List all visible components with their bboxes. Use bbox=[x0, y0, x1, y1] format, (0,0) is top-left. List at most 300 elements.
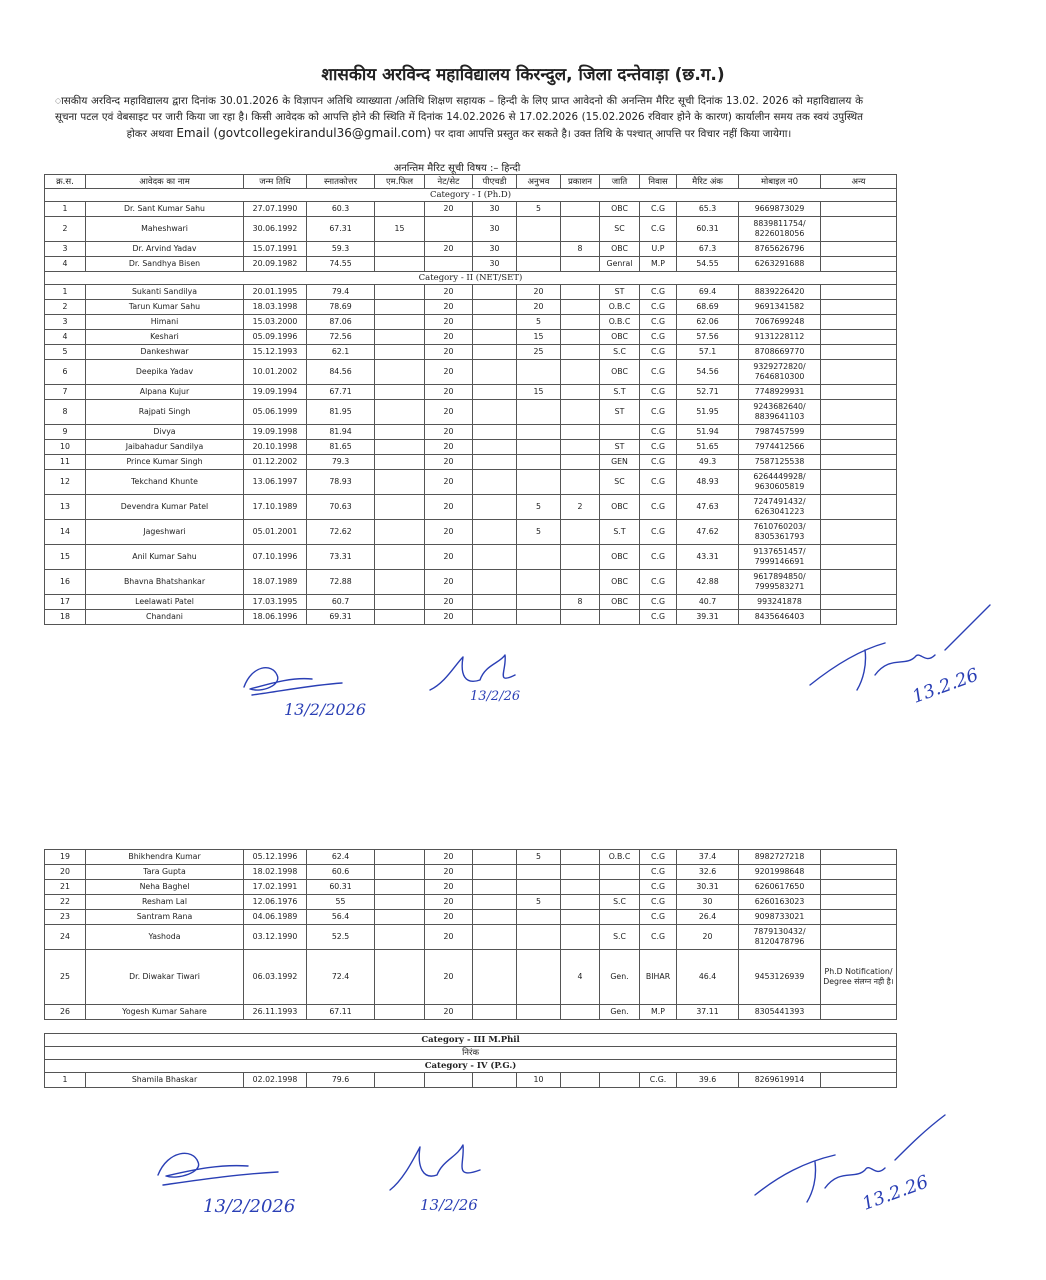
table-cell: 32.6 bbox=[677, 865, 739, 880]
table-cell bbox=[473, 315, 517, 330]
table-cell bbox=[375, 470, 425, 495]
table-cell: 74.55 bbox=[307, 257, 375, 272]
table-cell bbox=[375, 895, 425, 910]
table-cell: 72.62 bbox=[307, 520, 375, 545]
table-cell bbox=[517, 455, 561, 470]
table-cell: 67.71 bbox=[307, 385, 375, 400]
table-cell: Ph.D Notification/ Degree संलग्न नही है। bbox=[821, 950, 897, 1005]
table-cell bbox=[375, 865, 425, 880]
table-cell bbox=[375, 950, 425, 1005]
table-cell: C.G bbox=[640, 425, 677, 440]
signature-3 bbox=[805, 595, 1020, 715]
table-cell bbox=[821, 385, 897, 400]
table-cell bbox=[375, 925, 425, 950]
table-cell: 26.11.1993 bbox=[244, 1005, 307, 1020]
table-cell bbox=[821, 495, 897, 520]
table-cell bbox=[561, 257, 600, 272]
table-cell: C.G bbox=[640, 400, 677, 425]
table-cell bbox=[375, 315, 425, 330]
table-cell: 04.06.1989 bbox=[244, 910, 307, 925]
notice-text-1: ासकीय अरविन्द महाविद्यालय द्वारा दिनांक 30.01.2026 के विज्ञापन अतिथि व्याख्याता /अतिथि शिक्षण सहायक – हिन्दी के लिए प्राप्त आवेदनो की अनन्तिम मैरिट सूची दिनांक 13.02. 2026 को महाविद्यालय के सूचना पटल एवं वेबसाइट पर जारी किया जा रहा है। किसी आवेदक को आपत्ति होने की स्थिति में दिनांक 14.02.2026 से 17.02.2026 (15.02.2026 रविवार होने के कारण) कार्यालीन समय तक स्वयं उपुस्थित होकर अथवा bbox=[55, 95, 863, 140]
table-cell: 69.31 bbox=[307, 610, 375, 625]
table-cell: 3 bbox=[45, 315, 86, 330]
table-cell: 8 bbox=[45, 400, 86, 425]
table-row bbox=[45, 545, 897, 570]
col-header: मैरिट अंक bbox=[677, 175, 739, 189]
table-cell: OBC bbox=[600, 595, 640, 610]
table-cell: Tekchand Khunte bbox=[86, 470, 244, 495]
table-cell bbox=[517, 242, 561, 257]
category-heading-row bbox=[45, 272, 897, 285]
signature-date: 13.2.26 bbox=[859, 1171, 932, 1215]
table-cell: Genral bbox=[600, 257, 640, 272]
table-cell: 54.55 bbox=[677, 257, 739, 272]
table-cell bbox=[821, 400, 897, 425]
table-cell bbox=[821, 440, 897, 455]
table-cell: Gen. bbox=[600, 1005, 640, 1020]
table-cell bbox=[821, 360, 897, 385]
table-cell: Divya bbox=[86, 425, 244, 440]
table-cell: 30 bbox=[473, 217, 517, 242]
table-cell: Devendra Kumar Patel bbox=[86, 495, 244, 520]
table-cell: Bhikhendra Kumar bbox=[86, 850, 244, 865]
table-cell: 51.65 bbox=[677, 440, 739, 455]
table-cell: 6260617650 bbox=[739, 880, 821, 895]
table-row bbox=[45, 595, 897, 610]
table-cell bbox=[375, 1073, 425, 1088]
table-cell: 20 bbox=[425, 360, 473, 385]
table-row bbox=[45, 1073, 897, 1088]
table-cell bbox=[561, 570, 600, 595]
table-cell: 15 bbox=[517, 385, 561, 400]
table-cell bbox=[821, 880, 897, 895]
table-cell: 72.4 bbox=[307, 950, 375, 1005]
table-cell: 51.95 bbox=[677, 400, 739, 425]
table-cell: C.G bbox=[640, 595, 677, 610]
table-row bbox=[45, 950, 897, 1005]
table-cell bbox=[821, 455, 897, 470]
table-row bbox=[45, 910, 897, 925]
table-cell: OBC bbox=[600, 545, 640, 570]
table-cell: 1 bbox=[45, 202, 86, 217]
table-cell bbox=[375, 385, 425, 400]
table-cell: 20 bbox=[425, 285, 473, 300]
college-title: शासकीय अरविन्द महाविद्यालय किरन्दुल, जिला दन्तेवाड़ा (छ.ग.) bbox=[321, 65, 725, 85]
merit-table-page1 bbox=[44, 174, 897, 625]
table-cell: Gen. bbox=[600, 950, 640, 1005]
table-cell bbox=[473, 545, 517, 570]
table-cell bbox=[517, 595, 561, 610]
table-cell: C.G bbox=[640, 300, 677, 315]
table-cell: 49.3 bbox=[677, 455, 739, 470]
table-cell bbox=[821, 242, 897, 257]
table-cell bbox=[375, 880, 425, 895]
table-cell: 20 bbox=[425, 470, 473, 495]
col-header: क्र.स. bbox=[45, 175, 86, 189]
table-cell: 01.12.2002 bbox=[244, 455, 307, 470]
col-header: आवेदक का नाम bbox=[86, 175, 244, 189]
table-cell: 7974412566 bbox=[739, 440, 821, 455]
table-cell: 2 bbox=[45, 217, 86, 242]
table-cell bbox=[821, 910, 897, 925]
table-cell: 12.06.1976 bbox=[244, 895, 307, 910]
table-cell bbox=[375, 285, 425, 300]
table-cell bbox=[473, 455, 517, 470]
table-cell: 20 bbox=[425, 440, 473, 455]
table-cell bbox=[821, 330, 897, 345]
header-row bbox=[45, 175, 897, 189]
table-cell: C.G. bbox=[640, 1073, 677, 1088]
table-cell bbox=[375, 610, 425, 625]
table-cell: 7610760203/ 8305361793 bbox=[739, 520, 821, 545]
table-cell: 20 bbox=[517, 285, 561, 300]
table-cell bbox=[473, 1005, 517, 1020]
table-cell: 02.02.1998 bbox=[244, 1073, 307, 1088]
table-cell: 4 bbox=[45, 257, 86, 272]
table-cell: 8 bbox=[561, 242, 600, 257]
table-cell bbox=[375, 850, 425, 865]
table-row bbox=[45, 880, 897, 895]
table-cell: 05.01.2001 bbox=[244, 520, 307, 545]
table-cell: Neha Baghel bbox=[86, 880, 244, 895]
table-cell bbox=[473, 330, 517, 345]
table-cell: 69.4 bbox=[677, 285, 739, 300]
table-cell bbox=[821, 545, 897, 570]
table-cell: 19.09.1994 bbox=[244, 385, 307, 400]
table-cell: M.P bbox=[640, 257, 677, 272]
table-cell: 23 bbox=[45, 910, 86, 925]
table-cell: 20 bbox=[45, 865, 86, 880]
table-cell: 67.11 bbox=[307, 1005, 375, 1020]
table-cell: 8765626796 bbox=[739, 242, 821, 257]
table-cell bbox=[561, 425, 600, 440]
table-cell: 20.10.1998 bbox=[244, 440, 307, 455]
table-cell bbox=[561, 925, 600, 950]
table-cell: 05.06.1999 bbox=[244, 400, 307, 425]
category-heading: निरंक bbox=[45, 1047, 897, 1060]
table-cell bbox=[517, 257, 561, 272]
table-cell: Yogesh Kumar Sahare bbox=[86, 1005, 244, 1020]
table-cell bbox=[375, 440, 425, 455]
table-cell: 65.3 bbox=[677, 202, 739, 217]
table-cell bbox=[375, 257, 425, 272]
table-cell: 47.63 bbox=[677, 495, 739, 520]
table-cell: 51.94 bbox=[677, 425, 739, 440]
table-cell: 05.09.1996 bbox=[244, 330, 307, 345]
table-cell bbox=[561, 330, 600, 345]
signature-date: 13/2/26 bbox=[470, 689, 521, 704]
table-cell: 60.6 bbox=[307, 865, 375, 880]
table-cell: 4 bbox=[561, 950, 600, 1005]
table-cell: C.G bbox=[640, 610, 677, 625]
table-cell: S.C bbox=[600, 895, 640, 910]
list-subtitle: अनन्तिम मैरिट सूची विषय :– हिन्दी bbox=[393, 163, 521, 174]
table-cell: 9137651457/ 7999146691 bbox=[739, 545, 821, 570]
table-cell bbox=[473, 865, 517, 880]
table-cell: Jaibahadur Sandilya bbox=[86, 440, 244, 455]
table-cell: 22 bbox=[45, 895, 86, 910]
notice-email: Email (govtcollegekirandul36@gmail.com) bbox=[176, 126, 432, 140]
table-cell: 20 bbox=[425, 455, 473, 470]
col-header: जन्म तिथि bbox=[244, 175, 307, 189]
col-header: पीएचडी bbox=[473, 175, 517, 189]
table-cell: 39.6 bbox=[677, 1073, 739, 1088]
table-cell bbox=[561, 880, 600, 895]
table-cell: C.G bbox=[640, 520, 677, 545]
table-cell bbox=[425, 257, 473, 272]
table-cell: 8708669770 bbox=[739, 345, 821, 360]
table-cell: 2 bbox=[561, 495, 600, 520]
table-cell bbox=[517, 360, 561, 385]
table-cell: 20 bbox=[425, 610, 473, 625]
table-cell: 30 bbox=[677, 895, 739, 910]
table-cell: Dankeshwar bbox=[86, 345, 244, 360]
table-cell bbox=[425, 1073, 473, 1088]
table-cell: 9669873029 bbox=[739, 202, 821, 217]
table-cell bbox=[561, 470, 600, 495]
table-cell: 17 bbox=[45, 595, 86, 610]
table-cell: 6264449928/ 9630605819 bbox=[739, 470, 821, 495]
table-cell: 67.3 bbox=[677, 242, 739, 257]
table-cell: OBC bbox=[600, 360, 640, 385]
table-cell bbox=[425, 217, 473, 242]
table-cell: 20 bbox=[425, 202, 473, 217]
table-cell: 7067699248 bbox=[739, 315, 821, 330]
table-cell bbox=[473, 850, 517, 865]
table-cell bbox=[561, 285, 600, 300]
table-cell bbox=[375, 1005, 425, 1020]
table-cell bbox=[375, 300, 425, 315]
table-cell: Santram Rana bbox=[86, 910, 244, 925]
table-cell bbox=[517, 610, 561, 625]
table-row bbox=[45, 345, 897, 360]
table-cell bbox=[517, 1005, 561, 1020]
table-cell bbox=[375, 242, 425, 257]
table-cell: 20 bbox=[425, 242, 473, 257]
table-cell: 30 bbox=[473, 202, 517, 217]
table-cell: 20 bbox=[425, 850, 473, 865]
table-cell: 37.11 bbox=[677, 1005, 739, 1020]
table-cell: 3 bbox=[45, 242, 86, 257]
col-header: स्नातकोत्तर bbox=[307, 175, 375, 189]
table-row bbox=[45, 850, 897, 865]
table-cell: 20 bbox=[425, 925, 473, 950]
table-cell bbox=[600, 880, 640, 895]
table-cell: 62.06 bbox=[677, 315, 739, 330]
table-cell bbox=[375, 345, 425, 360]
table-row bbox=[45, 330, 897, 345]
table-cell bbox=[375, 360, 425, 385]
table-cell bbox=[375, 455, 425, 470]
table-cell: O.B.C bbox=[600, 315, 640, 330]
table-cell: 55 bbox=[307, 895, 375, 910]
table-row bbox=[45, 895, 897, 910]
category-heading-row bbox=[45, 189, 897, 202]
table-cell: 62.4 bbox=[307, 850, 375, 865]
table-cell: Rajpati Singh bbox=[86, 400, 244, 425]
table-cell: 30.06.1992 bbox=[244, 217, 307, 242]
table-cell: C.G bbox=[640, 545, 677, 570]
table-row bbox=[45, 315, 897, 330]
table-cell: 9453126939 bbox=[739, 950, 821, 1005]
table-cell bbox=[821, 425, 897, 440]
table-cell: Yashoda bbox=[86, 925, 244, 950]
table-cell: 5 bbox=[517, 850, 561, 865]
table-row bbox=[45, 257, 897, 272]
signature-6 bbox=[750, 1100, 970, 1220]
table-cell bbox=[473, 495, 517, 520]
table-cell bbox=[473, 895, 517, 910]
table-cell: 07.10.1996 bbox=[244, 545, 307, 570]
table-cell: 20 bbox=[425, 595, 473, 610]
col-header: एम.फिल bbox=[375, 175, 425, 189]
table-cell bbox=[375, 520, 425, 545]
table-cell: 5 bbox=[45, 345, 86, 360]
table-cell: C.G bbox=[640, 925, 677, 950]
table-cell bbox=[561, 300, 600, 315]
table-cell bbox=[473, 345, 517, 360]
table-cell: C.G bbox=[640, 360, 677, 385]
table-cell: SC bbox=[600, 217, 640, 242]
category-heading-row bbox=[45, 1060, 897, 1073]
table-cell bbox=[561, 360, 600, 385]
table-cell: 8305441393 bbox=[739, 1005, 821, 1020]
table-cell: C.G bbox=[640, 455, 677, 470]
table-cell: Prince Kumar Singh bbox=[86, 455, 244, 470]
table-cell: 9201998648 bbox=[739, 865, 821, 880]
merit-table-cat3-4 bbox=[44, 1033, 897, 1088]
table-cell: 20 bbox=[425, 1005, 473, 1020]
table-cell: 57.1 bbox=[677, 345, 739, 360]
table-cell bbox=[473, 520, 517, 545]
table-cell: ST bbox=[600, 285, 640, 300]
table-cell bbox=[517, 950, 561, 1005]
table-cell: 10 bbox=[45, 440, 86, 455]
table-cell bbox=[517, 865, 561, 880]
table-cell: 68.69 bbox=[677, 300, 739, 315]
table-cell: 37.4 bbox=[677, 850, 739, 865]
table-cell bbox=[821, 315, 897, 330]
signature-2 bbox=[425, 645, 555, 710]
notice-text-2: पर दावा आपत्ति प्रस्तुत कर सकते है। उक्त तिथि के पश्चात् आपत्ति पर विचार नहीं किया जायेगा। bbox=[434, 128, 792, 140]
table-cell: C.G bbox=[640, 865, 677, 880]
table-cell: 20.09.1982 bbox=[244, 257, 307, 272]
table-cell bbox=[561, 865, 600, 880]
table-cell: 52.5 bbox=[307, 925, 375, 950]
table-cell: C.G bbox=[640, 910, 677, 925]
table-cell bbox=[375, 400, 425, 425]
signature-4 bbox=[148, 1140, 318, 1220]
table-cell: 20 bbox=[425, 345, 473, 360]
table-cell bbox=[517, 880, 561, 895]
table-cell: Dr. Arvind Yadav bbox=[86, 242, 244, 257]
table-cell: 56.4 bbox=[307, 910, 375, 925]
table-cell: 19.09.1998 bbox=[244, 425, 307, 440]
table-cell: 13 bbox=[45, 495, 86, 520]
table-cell: GEN bbox=[600, 455, 640, 470]
table-cell: 17.03.1995 bbox=[244, 595, 307, 610]
table-cell bbox=[473, 880, 517, 895]
table-cell bbox=[561, 385, 600, 400]
table-cell: 05.12.1996 bbox=[244, 850, 307, 865]
table-cell bbox=[561, 455, 600, 470]
table-cell: 78.93 bbox=[307, 470, 375, 495]
table-cell: OBC bbox=[600, 330, 640, 345]
table-cell: 20 bbox=[425, 545, 473, 570]
table-cell: 06.03.1992 bbox=[244, 950, 307, 1005]
table-cell: 19 bbox=[45, 850, 86, 865]
signature-date: 13/2/2026 bbox=[284, 700, 367, 719]
table-cell: 84.56 bbox=[307, 360, 375, 385]
table-cell: 20 bbox=[425, 385, 473, 400]
table-cell bbox=[821, 570, 897, 595]
table-cell: C.G bbox=[640, 217, 677, 242]
table-cell bbox=[375, 425, 425, 440]
table-cell: 5 bbox=[517, 495, 561, 520]
table-cell: Alpana Kujur bbox=[86, 385, 244, 400]
table-cell bbox=[821, 520, 897, 545]
category-heading: Category - III M.Phil bbox=[45, 1034, 897, 1047]
table-cell: 26.4 bbox=[677, 910, 739, 925]
table-cell: 15.12.1993 bbox=[244, 345, 307, 360]
table-cell bbox=[600, 1073, 640, 1088]
table-cell: 9329272820/ 7646810300 bbox=[739, 360, 821, 385]
table-cell bbox=[473, 950, 517, 1005]
table-cell: 39.31 bbox=[677, 610, 739, 625]
table-cell: 7748929931 bbox=[739, 385, 821, 400]
table-row bbox=[45, 285, 897, 300]
table-cell: 18.03.1998 bbox=[244, 300, 307, 315]
table-cell: 81.94 bbox=[307, 425, 375, 440]
table-cell bbox=[473, 470, 517, 495]
table-cell: Tara Gupta bbox=[86, 865, 244, 880]
table-cell: 17.02.1991 bbox=[244, 880, 307, 895]
table-cell: 21 bbox=[45, 880, 86, 895]
table-cell: 10 bbox=[517, 1073, 561, 1088]
table-cell: 17.10.1989 bbox=[244, 495, 307, 520]
table-cell: Dr. Sandhya Bisen bbox=[86, 257, 244, 272]
table-cell: 18.02.1998 bbox=[244, 865, 307, 880]
table-cell: ST bbox=[600, 440, 640, 455]
table-cell: O.B.C bbox=[600, 300, 640, 315]
table-cell: 8269619914 bbox=[739, 1073, 821, 1088]
table-cell: 1 bbox=[45, 285, 86, 300]
table-cell: 15.03.2000 bbox=[244, 315, 307, 330]
category-heading-row bbox=[45, 1047, 897, 1060]
table-cell: 10.01.2002 bbox=[244, 360, 307, 385]
table-row bbox=[45, 1005, 897, 1020]
table-cell: 81.95 bbox=[307, 400, 375, 425]
table-cell: M.P bbox=[640, 1005, 677, 1020]
table-row bbox=[45, 610, 897, 625]
col-header: नेट/सेट bbox=[425, 175, 473, 189]
table-cell: 24 bbox=[45, 925, 86, 950]
table-row bbox=[45, 865, 897, 880]
table-cell bbox=[821, 925, 897, 950]
table-cell bbox=[517, 925, 561, 950]
table-cell: 26 bbox=[45, 1005, 86, 1020]
table-cell: 48.93 bbox=[677, 470, 739, 495]
table-cell bbox=[473, 610, 517, 625]
table-cell bbox=[821, 300, 897, 315]
table-cell: 81.65 bbox=[307, 440, 375, 455]
table-row bbox=[45, 300, 897, 315]
table-cell: O.B.C bbox=[600, 850, 640, 865]
signature-date: 13.2.26 bbox=[909, 664, 982, 708]
table-cell: C.G bbox=[640, 385, 677, 400]
table-cell: Leelawati Patel bbox=[86, 595, 244, 610]
table-cell: 20 bbox=[517, 300, 561, 315]
